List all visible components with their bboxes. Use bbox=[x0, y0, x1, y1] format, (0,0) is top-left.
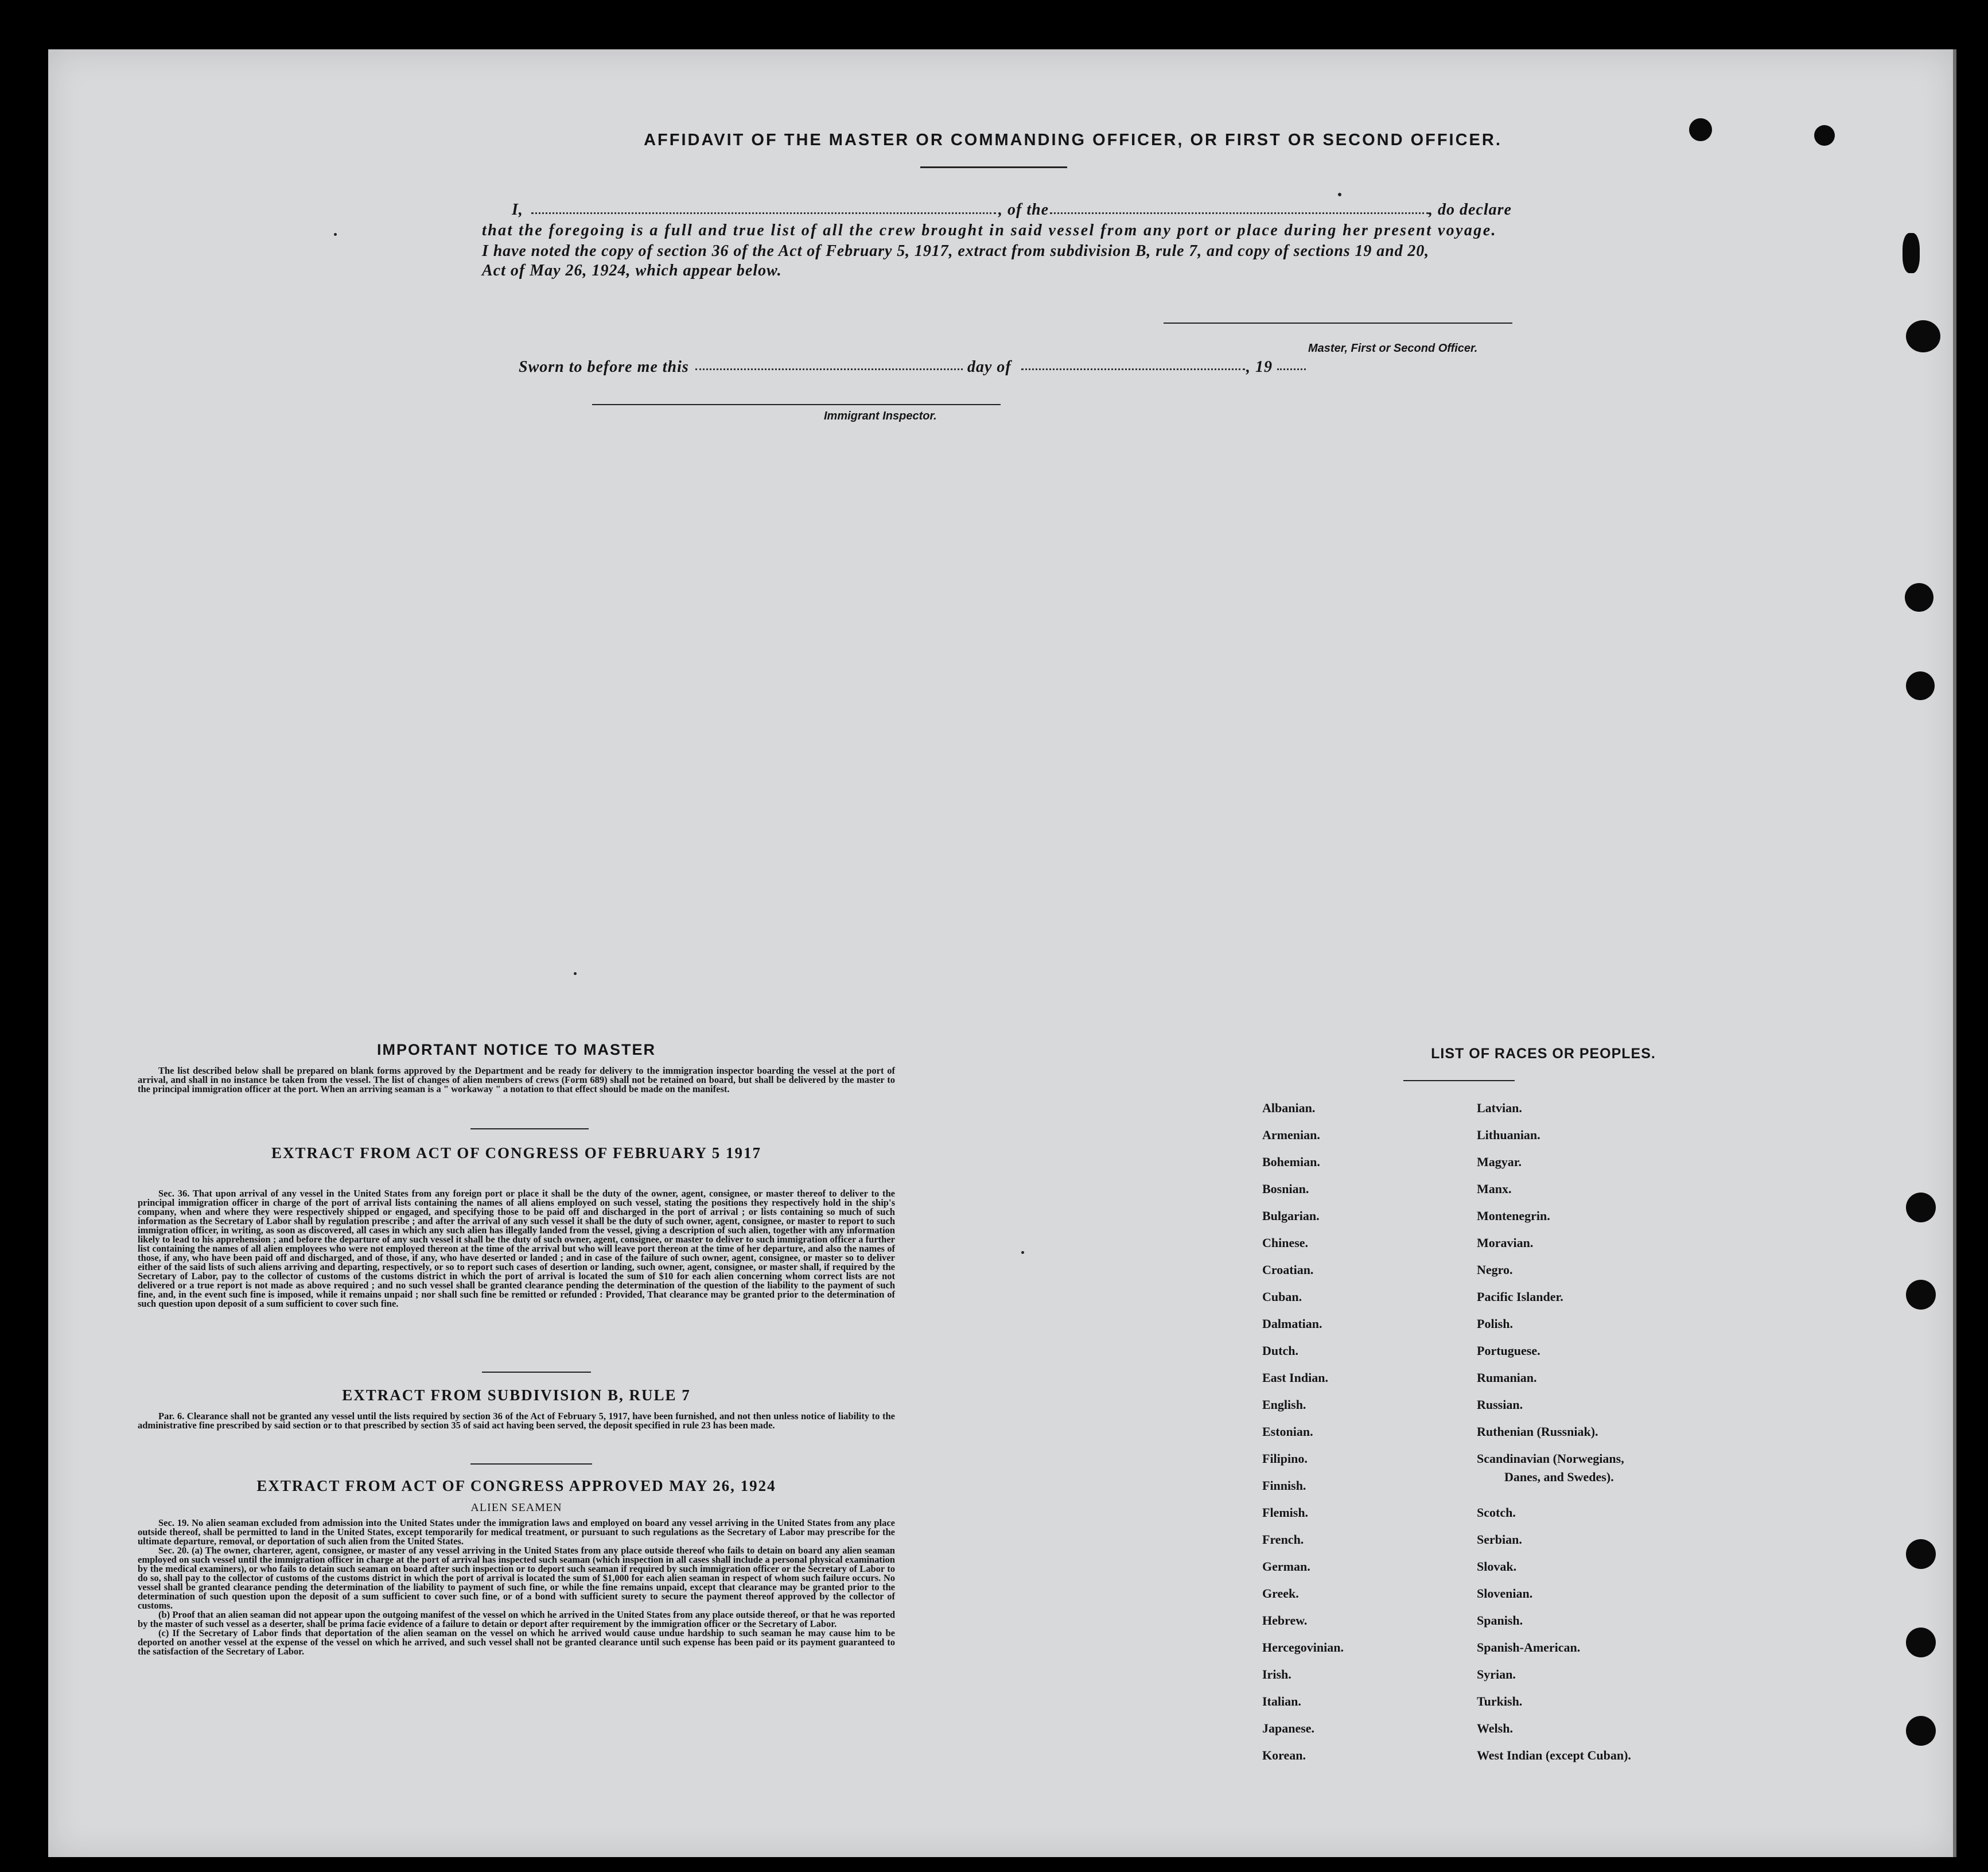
punch-hole bbox=[1906, 320, 1940, 352]
race-item: Armenian. bbox=[1262, 1128, 1320, 1142]
race-item: Ruthenian (Russniak). bbox=[1477, 1424, 1598, 1439]
race-item: Moravian. bbox=[1477, 1236, 1534, 1250]
race-item: Irish. bbox=[1262, 1667, 1291, 1681]
race-item: Pacific Islander. bbox=[1477, 1290, 1563, 1304]
race-item: Welsh. bbox=[1477, 1721, 1513, 1735]
affidavit-do-declare: , do declare bbox=[1429, 201, 1512, 219]
race-item: Estonian. bbox=[1262, 1424, 1313, 1439]
speck bbox=[1021, 1251, 1024, 1254]
sec-20b-text: (b) Proof that an alien seaman did not appear upon the outgoing manifest of the vessel on which he arrived in the United States from any place outside thereof, or that he was reported by the master of such vessel as a deserter, shall be prima facie evidence of a failure to detain or deport after requirement by the immigration officer or the Secretary of Labor. bbox=[138, 1609, 895, 1629]
race-item: Dalmatian. bbox=[1262, 1316, 1322, 1331]
punch-hole bbox=[1906, 1280, 1936, 1310]
race-item: Slovenian. bbox=[1477, 1586, 1533, 1601]
race-item: Bosnian. bbox=[1262, 1182, 1309, 1196]
race-item: East Indian. bbox=[1262, 1370, 1328, 1385]
punch-hole bbox=[1903, 233, 1920, 273]
speck bbox=[574, 972, 577, 975]
notice-text: The list described below shall be prepared on blank forms approved by the Department and be ready for delivery to the immigration inspector boarding the vessel at the port of arrival, and shall in no instance be taken from the vessel. The list of changes of alien members of crews (Form 689) shall not be retained on board, but shall be delivered by the master to the principal immigration officer at the port. When an arriving seaman is a " workaway " a notation to that effect should be made on the manifest. bbox=[138, 1065, 895, 1094]
punch-hole bbox=[1814, 125, 1835, 146]
race-item: Negro. bbox=[1477, 1263, 1513, 1277]
race-item: West Indian (except Cuban). bbox=[1477, 1748, 1631, 1762]
race-item: Montenegrin. bbox=[1477, 1209, 1550, 1223]
year-blank bbox=[1277, 368, 1306, 370]
day-of-text: day of bbox=[967, 358, 1011, 376]
race-item: Korean. bbox=[1262, 1748, 1306, 1762]
race-item: Scandinavian (Norwegians, bbox=[1477, 1451, 1624, 1466]
affidavit-line-2: that the foregoing is a full and true list of all the crew brought in said vessel from any port or place during her present voyage. bbox=[482, 222, 1497, 239]
extract-1917-divider bbox=[482, 1372, 591, 1373]
subdivision-text: Par. 6. Clearance shall not be granted any vessel until the lists required by section 36 of the Act of February 5, 1917, have been furnished, and not then unless notice of liability to the administrative fine prescribed by said section or to that prescribed by section 35 of said act having been served, the deposit specified in rule 23 has been made. bbox=[138, 1411, 895, 1431]
punch-hole bbox=[1906, 671, 1935, 700]
extract-1924-title: EXTRACT FROM ACT OF CONGRESS APPROVED MAY 26, 1924 bbox=[256, 1477, 776, 1494]
races-divider bbox=[1403, 1080, 1515, 1081]
speck bbox=[334, 233, 337, 236]
races-title: LIST OF RACES OR PEOPLES. bbox=[1431, 1046, 1656, 1062]
sworn-month-blank bbox=[1021, 368, 1245, 370]
sec-19-text: Sec. 19. No alien seaman excluded from admission into the United States under the immigration laws and employed on board any vessel arriving in the United States from any place outside thereof, shall be permitted to land in the United States, except temporarily for medical treatment, or pursuant to such regulations as the Secretary of Labor may prescribe for the ultimate departure, removal, or deportation of such alien from the United States. bbox=[138, 1517, 895, 1547]
race-item: Scotch. bbox=[1477, 1505, 1516, 1520]
notice-divider bbox=[470, 1128, 589, 1129]
race-item: Portuguese. bbox=[1477, 1343, 1540, 1358]
race-item: Dutch. bbox=[1262, 1343, 1298, 1358]
race-item: Spanish. bbox=[1477, 1613, 1523, 1628]
race-item: Albanian. bbox=[1262, 1101, 1316, 1115]
race-item: Bulgarian. bbox=[1262, 1209, 1320, 1223]
race-item: Italian. bbox=[1262, 1694, 1301, 1708]
race-item: Danes, and Swedes). bbox=[1504, 1470, 1614, 1484]
sec-20a-text: Sec. 20. (a) The owner, charterer, agent, consignee, or master of any vessel arriving in the United States from any place outside thereof who fails to detain on board any alien seaman employed on such vessel until the immigration officer in charge at the port of arrival has inspected such seaman (which inspection in all cases shall include a personal physical examination by the medical examiners), or who fails to detain such seaman on board after such inspection or to deport such seaman if required by such immigration officer or the Secretary of Labor to do so, shall pay to the collector of customs of the customs district in which the port of arrival is located the sum of $1,000 for each alien seaman in respect of whom such failure occurs. No vessel shall be granted clearance pending the determination of the liability to payment of such fine, or while the fine remains unpaid, except that clearance may be granted prior to the determination of such question upon the deposit of a sum sufficient to cover such fine, or of a bond with sufficient surety to secure the payment thereof approved by the collector of customs. bbox=[138, 1545, 895, 1611]
race-item: Japanese. bbox=[1262, 1721, 1315, 1735]
race-item: Chinese. bbox=[1262, 1236, 1309, 1250]
race-item: English. bbox=[1262, 1397, 1306, 1412]
race-item: Hebrew. bbox=[1262, 1613, 1308, 1628]
inspector-label: Immigrant Inspector. bbox=[824, 410, 937, 422]
race-item: Polish. bbox=[1477, 1316, 1513, 1331]
race-item: Slovak. bbox=[1477, 1559, 1517, 1574]
subdivision-title: EXTRACT FROM SUBDIVISION B, RULE 7 bbox=[342, 1386, 691, 1404]
sworn-day-blank bbox=[695, 368, 963, 370]
punch-hole bbox=[1906, 1539, 1936, 1569]
race-item: Rumanian. bbox=[1477, 1370, 1537, 1385]
sheet-edge bbox=[1953, 49, 1956, 1857]
race-item: Lithuanian. bbox=[1477, 1128, 1540, 1142]
race-item: Bohemian. bbox=[1262, 1155, 1320, 1169]
vessel-blank bbox=[1050, 212, 1429, 214]
race-item: Flemish. bbox=[1262, 1505, 1309, 1520]
race-item: Russian. bbox=[1477, 1397, 1523, 1412]
race-item: Filipino. bbox=[1262, 1451, 1308, 1466]
race-item: Manx. bbox=[1477, 1182, 1512, 1196]
alien-seamen-subtitle: ALIEN SEAMEN bbox=[470, 1501, 562, 1514]
race-item: Greek. bbox=[1262, 1586, 1299, 1601]
race-item: Spanish-American. bbox=[1477, 1640, 1581, 1654]
inspector-signature-line bbox=[592, 404, 1001, 405]
affidavit-line-3: I have noted the copy of section 36 of the Act of February 5, 1917, extract from subdivision B, rule 7, and copy of sections 19 and 20, bbox=[482, 242, 1430, 260]
title-underline bbox=[920, 166, 1067, 168]
signature-line bbox=[1164, 323, 1512, 324]
sworn-text: Sworn to before me this bbox=[519, 358, 689, 376]
race-item: Finnish. bbox=[1262, 1478, 1306, 1493]
race-item: Hercegovinian. bbox=[1262, 1640, 1344, 1654]
race-item: Syrian. bbox=[1477, 1667, 1516, 1681]
race-item: Magyar. bbox=[1477, 1155, 1522, 1169]
race-item: German. bbox=[1262, 1559, 1310, 1574]
punch-hole bbox=[1906, 1193, 1936, 1222]
race-item: Croatian. bbox=[1262, 1263, 1314, 1277]
extract-1924-text bbox=[138, 1518, 895, 1742]
race-item: Cuban. bbox=[1262, 1290, 1302, 1304]
affidavit-line-4: Act of May 26, 1924, which appear below. bbox=[482, 262, 782, 279]
punch-hole bbox=[1906, 1628, 1936, 1657]
punch-hole bbox=[1905, 583, 1933, 612]
year-text: , 19 bbox=[1246, 358, 1273, 376]
race-item: Latvian. bbox=[1477, 1101, 1522, 1115]
race-item: Turkish. bbox=[1477, 1694, 1523, 1708]
name-blank bbox=[531, 212, 996, 214]
master-label: Master, First or Second Officer. bbox=[1308, 342, 1478, 355]
sec-20c-text: (c) If the Secretary of Labor finds that deportation of the alien seaman on the vessel on which he arrived would cause undue hardship to such seaman he may cause him to be deported on another vessel at the expense of the vessel on which he arrived, and such vessel shall not be granted clearance until such expense has been paid or its payment guaranteed to the satisfaction of the Secretary of Labor. bbox=[138, 1628, 895, 1657]
extract-1917-title: EXTRACT FROM ACT OF CONGRESS OF FEBRUARY 5 1917 bbox=[271, 1144, 762, 1162]
extract-1917-text: Sec. 36. That upon arrival of any vessel in the United States from any foreign port or place it shall be the duty of the owner, agent, consignee, or master thereof to deliver to the principal immigration officer in charge of the port of arrival lists containing the names of all aliens employed on such vessel, stating the positions they respectively hold in the ship's company, when and where they were respectively shipped or engaged, and specifying those to be paid off and discharged in the port of arrival ; or lists containing so much of such information as the Secretary of Labor shall by regulation prescribe ; and after the arrival of any such vessel it shall be the duty of such owner, agent, consignee, or master to report to such immigration officer, in writing, as soon as discovered, all cases in which any such alien has illegally landed from the vessel, giving a description of such alien, together with any information likely to lead to his apprehension ; and before the departure of any such vessel it shall be the duty of such owner, agent, consignee, or master to deliver to such immigration officer a further list containing the names of all alien employees who were not employed thereon at the time of the arrival but who will leave port thereon at the time of her departure, and also the names of those, if any, who have been paid off and discharged, and of those, if any, who have deserted or landed ; and in case of the failure of such owner, agent, consignee, or master so to deliver either of the said lists of such aliens arriving and departing, respectively, or so to report such cases of desertion or landing, such owner, agent, consignee, or master shall, if required by the Secretary of Labor, pay to the collector of customs of the customs district in which the port of arrival is located the sum of $10 for each alien concerning whom correct lists are not delivered or a true report is not made as above required ; and no such vessel shall be granted clearance pending the determination of the question of the liability to the payment of such fine, and, in the event such fine is imposed, while it remains unpaid ; nor shall such fine be remitted or refunded : Provided, That clearance may be granted prior to the determination of such question upon deposit of a sum sufficient to cover such fine. bbox=[138, 1188, 895, 1309]
race-item: French. bbox=[1262, 1532, 1304, 1547]
speck bbox=[1338, 193, 1341, 196]
affidavit-of-the: , of the bbox=[998, 201, 1049, 219]
race-item: Serbian. bbox=[1477, 1532, 1522, 1547]
punch-hole bbox=[1906, 1716, 1936, 1746]
affidavit-i: I, bbox=[512, 201, 523, 219]
affidavit-title: AFFIDAVIT OF THE MASTER OR COMMANDING OFFICER, OR FIRST OR SECOND OFFICER. bbox=[644, 131, 1502, 149]
notice-title: IMPORTANT NOTICE TO MASTER bbox=[377, 1041, 656, 1058]
subdivision-divider bbox=[470, 1463, 592, 1465]
